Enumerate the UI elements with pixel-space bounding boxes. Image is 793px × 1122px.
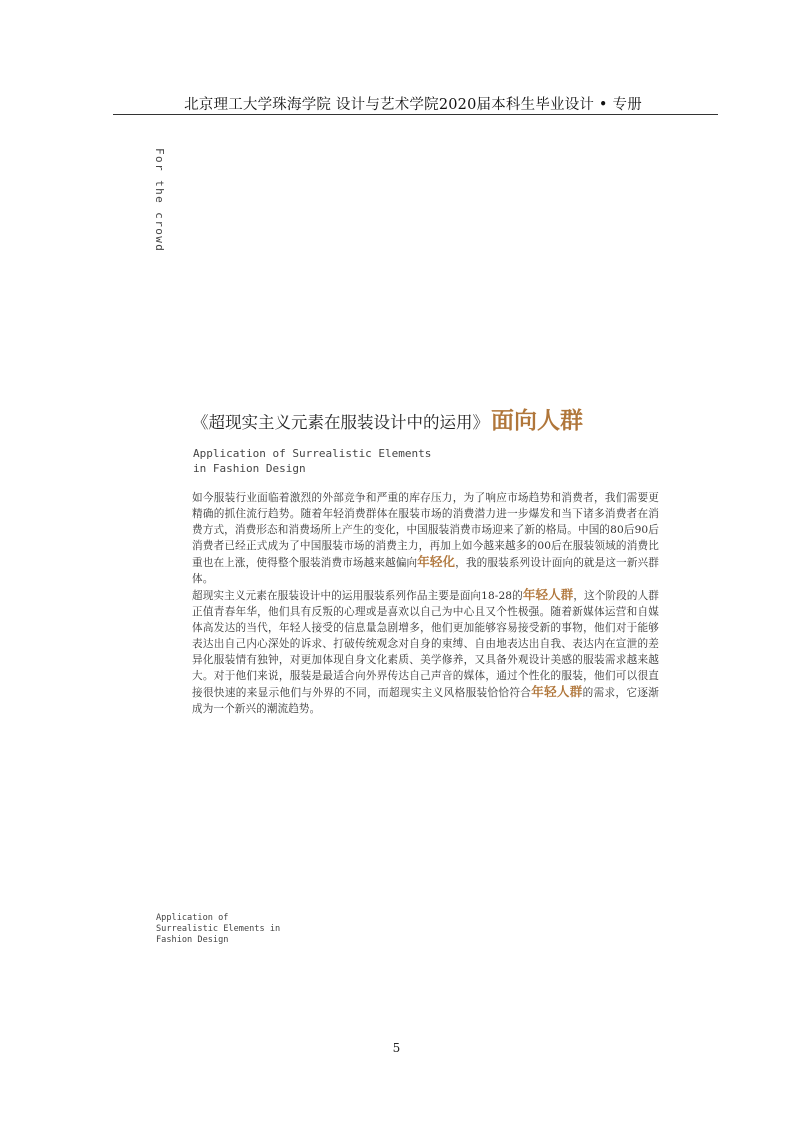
body-text <box>192 490 659 717</box>
highlight-keyword: 年轻人群 <box>531 684 583 699</box>
section-subtitle <box>193 446 431 476</box>
footer-note-line-2: Surrealistic Elements in <box>156 924 281 934</box>
highlight-keyword: 年轻化 <box>417 554 456 569</box>
running-header: 北京理工大学珠海学院 设计与艺术学院2020届本科生毕业设计 • 专册 <box>184 97 642 113</box>
subtitle-line-2: in Fashion Design <box>193 462 306 475</box>
paragraph-2-text-mid: ，这个阶段的人群正值青春年华，他们具有反叛的心理或是喜欢以自己为中心且又个性极强。随着新媒体运营和自媒体高发达的当代，年轻人接受的信息量急剧增多，他们更加能够容易接受新的事物，他们对于能够表达出自己内心深处的诉求、打破传统观念对自身的束缚、自由地表达出自我、表达内在宣泄的差异化服装情有独钟，对更加体现自身文化素质、美学修养，又具备外观设计美感的服装需求越来越大。对于他们来说，服装是最适合向外界传达自己声音的媒体，通过个性化的服装，他们可以很直接很快速的来显示他们与外界的不同，而超现实主义风格服装恰恰符合 <box>192 590 659 699</box>
side-label: For the crowd <box>153 148 166 253</box>
paragraph-2-text-end: 的需求，它逐渐成为一个新兴的潮流趋势。 <box>192 687 659 715</box>
footer-note-line-1: Application of <box>156 913 229 923</box>
paragraph-1 <box>192 490 659 587</box>
section-title <box>192 402 583 435</box>
paragraph-2 <box>192 587 659 717</box>
footer-note <box>156 913 280 946</box>
section-title-main: 《超现实主义元素在服装设计中的运用》 <box>192 413 489 432</box>
header-divider <box>113 114 718 115</box>
highlight-keyword: 年轻人群 <box>522 587 574 602</box>
footer-note-line-3: Fashion Design <box>156 935 229 945</box>
subtitle-line-1: Application of Surrealistic Elements <box>193 447 432 460</box>
paragraph-2-text: 超现实主义元素在服装设计中的运用服装系列作品主要是面向18-28的 <box>192 590 523 602</box>
section-title-accent: 面向人群 <box>491 408 583 434</box>
paragraph-1-text: 如今服装行业面临着激烈的外部竞争和严重的库存压力，为了响应市场趋势和消费者，我们需要更精确的抓住流行趋势。随着年轻消费群体在服装市场的消费潜力进一步爆发和当下诸多消费者在消费方式，消费形态和消费场所上产生的变化，中国服装消费市场迎来了新的格局。中国的80后90后消费者已经正式成为了中国服装市场的消费主力，再加上如今越来越多的00后在服装领域的消费比重也在上涨，使得整个服装消费市场越来越偏向 <box>192 492 659 569</box>
page-number: 5 <box>392 1041 401 1055</box>
paragraph-1-text-end: ，我的服装系列设计面向的就是这一新兴群体。 <box>192 557 659 585</box>
